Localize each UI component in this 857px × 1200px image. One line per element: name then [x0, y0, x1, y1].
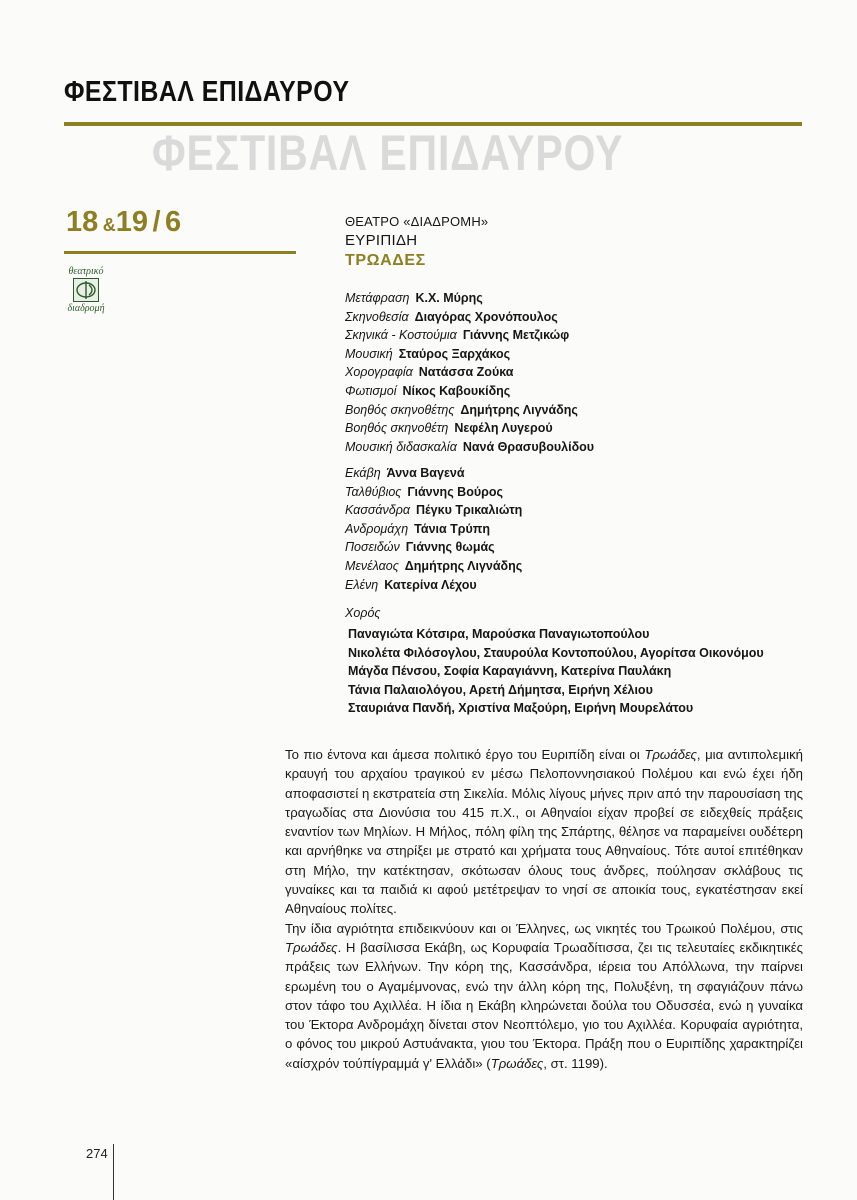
- chorus-label: Χορός: [345, 606, 381, 620]
- text-run: . Η βασίλισσα Εκάβη, ως Κορυφαία Τρωαδίτισσα, ζει τις τελευταίες εκδικητικές πράξεις των Ελλήνων. Την κόρη της, Κασσάνδρα, ιέρεια του Απόλλωνα, την παίρνει ερωμένη του ο Αγαμέμνονας, ενώ την άλλη κόρη της, Πολυξένη, τη σφαγιάζουν πάνω στον τάφο του Αχιλλέα. Η ίδια η Εκάβη κληρώνεται δούλα του Οδυσσέα, ενώ η γυναίκα του Έκτορα Ανδρομάχη δίνεται στον Νεοπτόλεμο, γιο του Αχιλλέα. Κορυφαία αγριότητα, ο φόνος του μικρού Αστυάνακτα, γιου του Έκτορα. Πράξη που ο Ευριπίδης χαρακτηρίζει «αίσχρόν τούπίγραμμά γ' Ελλάδι» (: [285, 939, 803, 1071]
- cast-role: Μενέλαος: [345, 558, 399, 573]
- crew-role: Βοηθός σκηνοθέτης: [345, 402, 455, 417]
- author-name: ΕΥΡΙΠΙΔΗ: [345, 232, 418, 249]
- crew-row: [345, 345, 594, 364]
- logo-bottom-text: διαδρομή: [67, 303, 105, 314]
- logo-top-text: θεατρικό: [68, 266, 104, 277]
- crew-name: Νεφέλη Λυγερού: [454, 421, 553, 436]
- crew-role: Μουσική: [345, 346, 393, 361]
- crew-role: Μετάφραση: [345, 291, 410, 305]
- cast-row: [345, 520, 522, 539]
- logo-mark-icon: [73, 278, 99, 302]
- date-slash: /: [152, 206, 161, 238]
- cast-row: [345, 557, 522, 576]
- crew-list: [345, 289, 594, 456]
- text-run: Την ίδια αγριότητα επιδεικνύουν και οι Έλληνες, ως νικητές του Τρωικού Πολέμου, στις: [285, 920, 803, 936]
- chorus-line: Τάνια Παλαιολόγου, Αρετή Δήμητσα, Ειρήνη Χέλιου: [348, 682, 653, 697]
- cast-row: [345, 464, 522, 483]
- chorus-line: Νικολέτα Φιλόσογλου, Σταυρούλα Κοντοπούλου, Αγορίτσα Οικονόμου: [348, 645, 764, 660]
- cast-list: [345, 464, 522, 594]
- cast-role: Κασσάνδρα: [345, 503, 411, 518]
- crew-role: Βοηθός σκηνοθέτη: [345, 421, 449, 436]
- cast-row: [345, 576, 522, 595]
- crew-name: Διαγόρας Χρονόπουλος: [414, 309, 558, 324]
- cast-name: Τάνια Τρύπη: [414, 521, 490, 536]
- play-title: ΤΡΩΑΔΕΣ: [345, 252, 426, 269]
- page-number-rule: [113, 1144, 114, 1200]
- date-month: 6: [164, 206, 182, 238]
- crew-name: Σταύρος Ξαρχάκος: [398, 346, 511, 361]
- crew-row: [345, 419, 594, 438]
- date-day-2: 19: [115, 206, 148, 238]
- crew-role: Σκηνικά - Κοστούμια: [345, 328, 457, 343]
- crew-name: Γιάννης Μετζικώφ: [462, 328, 570, 343]
- chorus-line: Παναγιώτα Κότσιρα, Μαρούσκα Παναγιωτοπούλου: [348, 627, 650, 641]
- cast-name: Κατερίνα Λέχου: [384, 577, 477, 592]
- crew-row: [345, 363, 594, 382]
- italic-title: Τρωάδες: [490, 1055, 544, 1071]
- cast-name: Άννα Βαγενά: [386, 466, 465, 480]
- cast-role: Ελένη: [345, 577, 379, 592]
- crew-name: Νίκος Καβουκίδης: [402, 383, 511, 398]
- crew-role: Χορογραφία: [345, 365, 413, 380]
- crew-name: Νανά Θρασυβουλίδου: [462, 439, 595, 454]
- cast-row: [345, 501, 522, 520]
- crew-name: Δημήτρης Λιγνάδης: [460, 402, 578, 417]
- paragraph: [285, 745, 803, 919]
- text-run: Το πιο έντονα και άμεσα πολιτικό έργο του Ευριπίδη είναι οι: [285, 747, 645, 762]
- paragraph: [285, 919, 803, 1073]
- chorus-line: Μάγδα Πένσου, Σοφία Καραγιάννη, Κατερίνα Παυλάκη: [348, 664, 672, 679]
- crew-row: [345, 289, 594, 308]
- crew-role: Σκηνοθεσία: [345, 309, 409, 324]
- crew-role: Μουσική διδασκαλία: [345, 439, 457, 454]
- theatre-name: ΘΕΑΤΡΟ «ΔΙΑΔΡΟΜΗ»: [345, 214, 489, 229]
- cast-name: Δημήτρης Λιγνάδης: [404, 558, 523, 573]
- italic-title: Τρωάδες: [285, 939, 338, 955]
- theatre-logo: [64, 267, 108, 315]
- date-ampersand: &: [102, 215, 116, 235]
- cast-name: Γιάννης θωμάς: [405, 540, 495, 555]
- date-rule: [64, 251, 296, 254]
- chorus-list: [348, 625, 764, 718]
- text-run: , στ. 1199).: [543, 1055, 608, 1071]
- crew-name: Κ.Χ. Μύρης: [415, 291, 483, 305]
- italic-title: Τρωάδες: [644, 747, 697, 762]
- article-body: [285, 745, 803, 1073]
- chorus-line: Σταυριάνα Πανδή, Χριστίνα Μαξούρη, Ειρήνη Μουρελάτου: [348, 701, 694, 716]
- cast-role: Εκάβη: [345, 466, 381, 480]
- cast-row: [345, 483, 522, 502]
- crew-role: Φωτισμοί: [345, 383, 397, 398]
- cast-role: Ποσειδών: [345, 540, 400, 555]
- performance-date: [66, 206, 181, 239]
- festival-title: ΦΕΣΤΙΒΑΛ ΕΠΙΔΑΥΡΟΥ: [64, 76, 350, 108]
- crew-row: [345, 401, 594, 420]
- festival-title-ghost: ΦΕΣΤΙΒΑΛ ΕΠΙΔΑΥΡΟΥ: [152, 125, 624, 181]
- crew-name: Νατάσσα Ζούκα: [418, 365, 514, 380]
- cast-role: Ταλθύβιος: [345, 484, 402, 499]
- crew-row: [345, 382, 594, 401]
- text-run: , μια αντιπολεμική κραυγή του αρχαίου τραγικού εν μέσω Πελοποννησιακού Πολέμου και ενώ έχει ήδη αποφασιστεί η εκστρατεία στη Σικελία. Μόλις λίγους μήνες πριν από την παρουσίαση της τραγωδίας στα Διονύσια του 415 π.Χ., οι Αθηναίοι είχαν προβεί σε ειδεχθείς πράξεις εναντίον των Μηλίων. Η Μήλος, πόλη φίλη της Σπάρτης, θέλησε να παραμείνει ουδέτερη και αρνήθηκε να στηρίξει με στρατό και χρήματα τους Αθηναίους. Τότε αυτοί επιτέθηκαν στη Μήλο, την κατέκτησαν, σκότωσαν όλους τους άνδρες, πούλησαν σκλάβους τις γυναίκες και τα παιδιά κι αφού μετέτρεψαν το νησί σε αποικία τους, εγκατέστησαν εκεί Αθηναίους πολίτες.: [285, 747, 803, 917]
- crew-row: [345, 308, 594, 327]
- date-day-1: 18: [66, 206, 99, 238]
- crew-row: [345, 326, 594, 345]
- crew-row: [345, 438, 594, 457]
- cast-name: Πέγκυ Τρικαλιώτη: [416, 503, 523, 518]
- cast-name: Γιάννης Βούρος: [407, 484, 503, 499]
- page-number: 274: [86, 1146, 108, 1161]
- cast-row: [345, 538, 522, 557]
- cast-role: Ανδρομάχη: [345, 521, 409, 536]
